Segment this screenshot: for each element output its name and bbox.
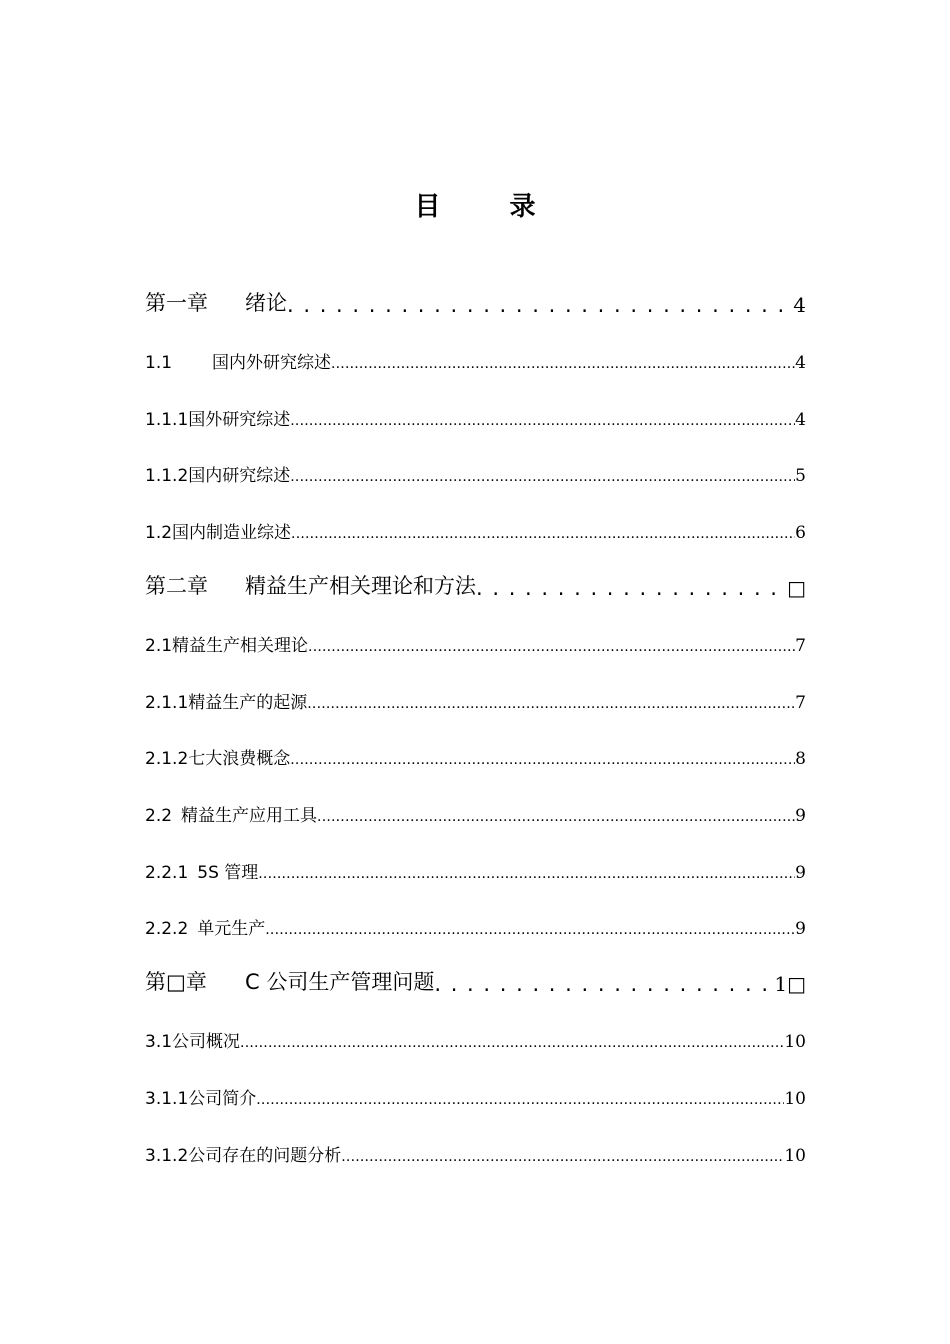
toc-entry-label: 国内外研究综述 — [212, 353, 331, 374]
toc-entry-label: 精益生产应用工具 — [181, 805, 318, 826]
toc-entry-page: 4 — [795, 409, 806, 430]
toc-entry-label: 公司概况 — [172, 1032, 241, 1053]
toc-entry-label: 国内制造业综述 — [172, 522, 292, 543]
toc-entry-label: C 公司生产管理问题 — [245, 969, 435, 994]
toc-entry-number: 1.1.2 — [145, 466, 189, 487]
toc-leader-dots — [307, 693, 795, 713]
toc-leader-dots — [476, 576, 787, 600]
toc-leader-dots — [265, 919, 795, 939]
toc-entry-number: 1.2 — [145, 522, 173, 543]
toc-entry-1-1-1[interactable] — [145, 381, 806, 438]
toc-entry-2-1-1[interactable] — [145, 664, 806, 721]
toc-entry-label: 精益生产相关理论 — [172, 636, 309, 657]
toc-entry-chapter-1[interactable] — [145, 268, 806, 325]
toc-entry-2-1[interactable] — [145, 608, 806, 665]
toc-entry-label: 精益生产相关理论和方法 — [245, 573, 476, 598]
toc-entry-3-1-2[interactable] — [145, 1117, 806, 1174]
toc-entry-1-1[interactable] — [145, 325, 806, 382]
toc-leader-dots — [331, 353, 795, 373]
toc-entry-label: 公司存在的问题分析 — [188, 1145, 342, 1166]
toc-entry-page: 1□ — [774, 971, 806, 996]
toc-leader-dots — [240, 1032, 784, 1052]
toc-entry-page: 10 — [784, 1088, 806, 1109]
toc-entry-number: 2.2.2 — [145, 919, 189, 940]
toc-entry-page: 9 — [795, 862, 806, 883]
toc-leader-dots — [317, 806, 795, 826]
toc-leader-dots — [308, 636, 795, 656]
toc-entry-page: 10 — [784, 1145, 806, 1166]
toc-entry-page: 7 — [795, 692, 806, 713]
toc-entry-number: 3.1.1 — [145, 1088, 189, 1109]
toc-entry-page: 9 — [795, 805, 806, 826]
toc-entry-number: 第二章 — [145, 573, 208, 598]
toc-entry-label: 单元生产 — [197, 919, 266, 940]
toc-leader-dots — [290, 410, 795, 430]
toc-leader-dots — [256, 1089, 784, 1109]
toc-entry-number: 3.1.2 — [145, 1145, 189, 1166]
toc-leader-dots — [258, 863, 795, 883]
toc-leader-dots — [287, 293, 793, 317]
toc-entry-page: 7 — [795, 636, 806, 657]
toc-entry-label: 5S 管理 — [197, 862, 259, 883]
toc-entry-2-2-2[interactable] — [145, 891, 806, 948]
toc-entry-2-2[interactable] — [145, 777, 806, 834]
toc-entry-label: 公司简介 — [188, 1088, 257, 1109]
toc-entry-number: 1.1.1 — [145, 409, 189, 430]
toc-leader-dots — [291, 523, 795, 543]
toc-leader-dots — [341, 1146, 784, 1166]
toc-entry-label: 国内研究综述 — [188, 466, 291, 487]
toc-entry-number: 1.1 — [145, 353, 173, 374]
toc-entry-3-1-1[interactable] — [145, 1060, 806, 1117]
toc-leader-dots — [290, 749, 795, 769]
toc-entry-page: □ — [787, 575, 806, 600]
toc-entry-3-1[interactable] — [145, 1004, 806, 1061]
toc-entry-number: 2.1 — [145, 636, 173, 657]
toc-entry-number: 2.1.2 — [145, 749, 189, 770]
toc-entry-number: 2.1.1 — [145, 692, 189, 713]
toc-entry-2-1-2[interactable] — [145, 721, 806, 778]
toc-entry-number: 第□章 — [145, 969, 207, 994]
toc-entry-number: 3.1 — [145, 1032, 173, 1053]
toc-entry-chapter-2[interactable] — [145, 551, 806, 608]
toc-entry-page: 6 — [795, 522, 806, 543]
toc-entry-number: 第一章 — [145, 290, 208, 315]
page-title: 目 录 — [414, 192, 566, 222]
toc-entry-label: 绪论 — [245, 290, 287, 315]
table-of-contents — [145, 268, 806, 1174]
toc-entry-label: 国外研究综述 — [188, 409, 291, 430]
toc-entry-page: 5 — [795, 466, 806, 487]
toc-entry-page: 4 — [793, 292, 806, 317]
toc-leader-dots — [434, 972, 774, 996]
toc-entry-chapter-3[interactable] — [145, 947, 806, 1004]
toc-entry-page: 4 — [795, 353, 806, 374]
toc-entry-label: 七大浪费概念 — [188, 749, 291, 770]
toc-entry-number: 2.2 — [145, 805, 173, 826]
toc-entry-page: 8 — [795, 749, 806, 770]
toc-entry-number: 2.2.1 — [145, 862, 189, 883]
toc-entry-1-2[interactable] — [145, 494, 806, 551]
toc-leader-dots — [290, 466, 795, 486]
toc-entry-1-1-2[interactable] — [145, 438, 806, 495]
toc-entry-2-2-1[interactable] — [145, 834, 806, 891]
toc-entry-page: 10 — [784, 1032, 806, 1053]
toc-entry-page: 9 — [795, 919, 806, 940]
toc-entry-label: 精益生产的起源 — [188, 692, 308, 713]
